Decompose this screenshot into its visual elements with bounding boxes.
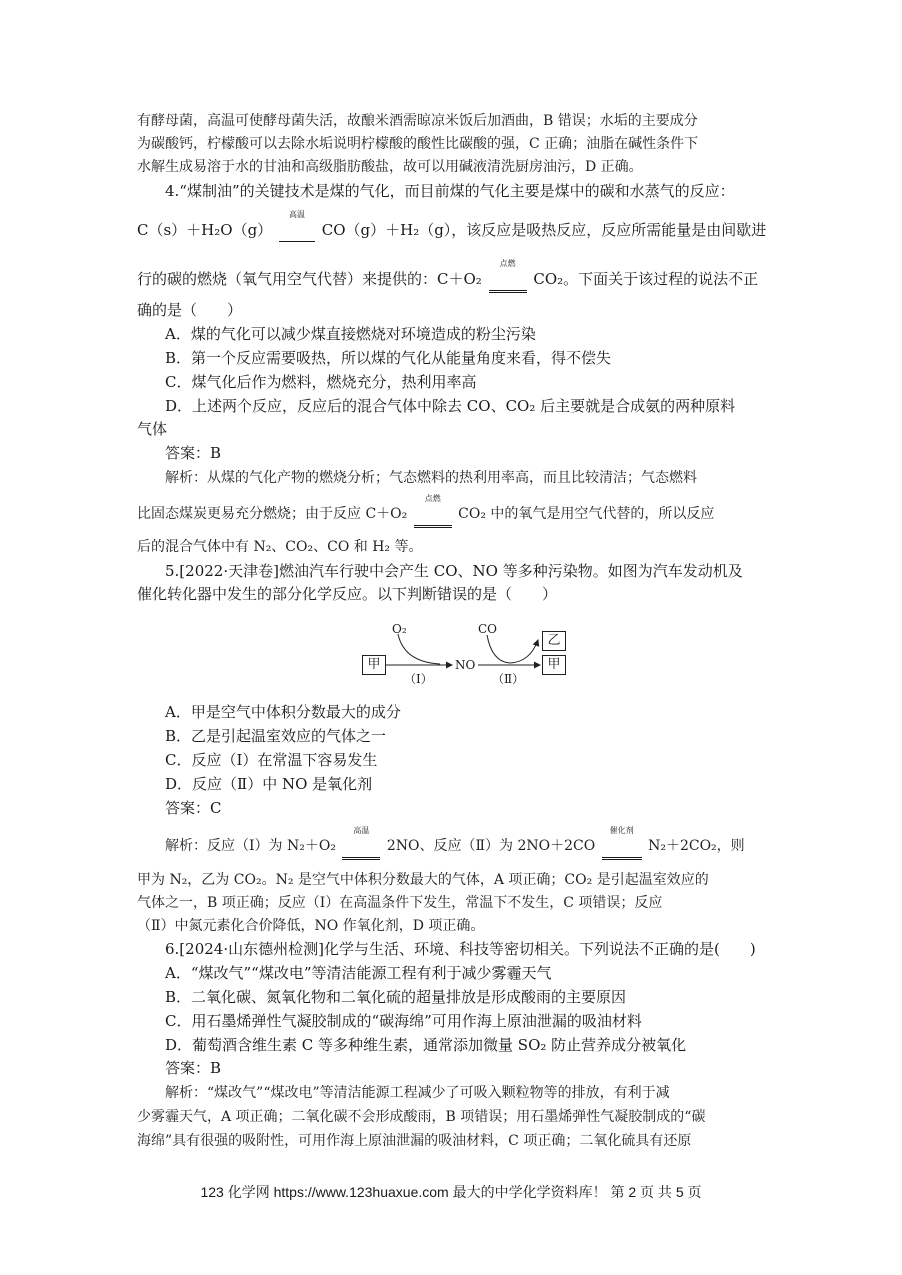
question-6-stem: 6.[2024·山东德州检测]化学与生活、环境、科技等密切相关。下列说法不正确的是( ) [165, 940, 756, 958]
explanation: 解析：从煤的气化产物的燃烧分析；气态燃料的热利用率高，而且比较清洁；气态燃料 [165, 470, 697, 486]
no-label: NO [455, 658, 476, 672]
answer: 答案：C [165, 799, 222, 817]
text-line: 水解生成易溶于水的甘油和高级脂肪酸盐，故可以用碱液清洗厨房油污，D 正确。 [137, 159, 643, 175]
question-5-stem-line2: 催化转化器中发生的部分化学反应。以下判断错误的是（ ） [137, 585, 558, 603]
explanation-line3: 海绵”具有很强的吸附性，可用作海上原油泄漏的吸油材料，C 项正确；二氧化硫具有还原 [137, 1133, 692, 1149]
equals-sign-catalyst [600, 826, 644, 860]
answer: 答案：B [165, 444, 222, 462]
option-c: C．用石墨烯弹性气凝胶制成的“碳海绵”可用作海上原油泄漏的吸油材料 [165, 1012, 642, 1030]
option-b: B．第一个反应需要吸热，所以煤的气化从能量角度来看，得不偿失 [165, 349, 612, 367]
explanation-line2: 甲为 N₂，乙为 CO₂。N₂ 是空气中体积分数最大的气体，A 项正确；CO₂ 是引起温室效应的 [137, 872, 709, 888]
equation-left: C（s）＋H₂O（g） [137, 221, 273, 239]
reaction-condition: 高温 [288, 210, 305, 219]
question-4-stem-line3 [137, 259, 767, 293]
explanation-line2: 少雾霾天气，A 项正确；二氧化碳不会形成酸雨，B 项错误；用石墨烯弹性气凝胶制成的“碳 [137, 1109, 706, 1125]
explanation-line3: 气体之一，B 项正确；反应（Ⅰ）在高温条件下发生，常温下不发生，C 项错误；反应 [137, 895, 663, 911]
reaction-condition: 点燃 [499, 259, 516, 268]
reaction-condition: 催化剂 [609, 826, 634, 835]
text-fragment: CO₂。下面关于该过程的说法不正 [533, 270, 759, 288]
option-a: A．“煤改气”“煤改电”等清洁能源工程有利于减少雾霾天气 [165, 964, 552, 982]
box-yi: 乙 [542, 631, 566, 651]
option-d-cont: 气体 [137, 420, 168, 438]
explanation-line4: （Ⅱ）中氮元素化合价降低，NO 作氧化剂，D 项正确。 [137, 918, 485, 934]
reaction-2-label: （Ⅱ） [492, 672, 525, 686]
text-line: 为碳酸钙，柠檬酸可以去除水垢说明柠檬酸的酸性比碳酸的强，C 正确；油脂在碱性条件下 [137, 136, 699, 152]
answer: 答案：B [165, 1059, 222, 1077]
text-fragment: 行的碳的燃烧（氧气用空气代替）来提供的：C＋O₂ [137, 270, 482, 288]
question-4-stem-line4: 确的是（ ） [137, 301, 243, 319]
box-jia-left: 甲 [362, 655, 386, 675]
text-fragment: 解析：反应（Ⅰ）为 N₂＋O₂ [165, 838, 336, 854]
option-d: D．上述两个反应，反应后的混合气体中除去 CO、CO₂ 后主要就是合成氨的两种原料 [165, 397, 736, 415]
option-a: A．煤的气化可以减少煤直接燃烧对环境造成的粉尘污染 [165, 325, 536, 343]
option-a: A．甲是空气中体积分数最大的成分 [165, 703, 401, 721]
option-d: D．反应（Ⅱ）中 NO 是氧化剂 [165, 775, 373, 793]
option-c: C．煤气化后作为燃料，燃烧充分，热利用率高 [165, 373, 477, 391]
option-b: B．二氧化碳、氮氧化物和二氧化硫的超量排放是形成酸雨的主要原因 [165, 988, 627, 1006]
explanation: 解析：“煤改气”“煤改电”等清洁能源工程减少了可吸入颗粒物等的排放，有利于减 [165, 1085, 670, 1101]
explanation [165, 826, 767, 860]
text-line: 有酵母菌，高温可使酵母菌失活，故酿米酒需晾凉米饭后加酒曲，B 错误；水垢的主要成分 [137, 113, 698, 129]
page-footer: 123 化学网 https://www.123huaxue.com 最大的中学化学资料库！ 第 2 页 共 5 页 [200, 1184, 702, 1200]
explanation-line3: 后的混合气体中有 N₂、CO₂、CO 和 H₂ 等。 [137, 539, 423, 555]
reaction-diagram [360, 618, 580, 690]
equals-sign-heat [340, 826, 382, 860]
co-label: CO [478, 622, 498, 636]
option-b: B．乙是引起温室效应的气体之一 [165, 727, 387, 745]
option-c: C．反应（Ⅰ）在常温下容易发生 [165, 751, 378, 769]
question-5-stem: 5.[2022·天津卷]燃油汽车行驶中会产生 CO、NO 等多种污染物。如图为汽车发动机及 [165, 562, 743, 580]
text-fragment: 2NO、反应（Ⅱ）为 2NO＋2CO [386, 838, 596, 854]
equals-sign-ignite [487, 259, 529, 293]
text-fragment: N₂＋2CO₂，则 [648, 838, 745, 854]
box-jia-right: 甲 [542, 655, 566, 675]
text-fragment: 比固态煤炭更易充分燃烧；由于反应 C＋O₂ [137, 506, 408, 522]
reaction-1-label: （Ⅰ） [404, 672, 433, 686]
question-4-equation [137, 210, 767, 242]
o2-label: O₂ [392, 622, 407, 636]
reaction-arrow [277, 210, 317, 242]
equation-right: CO（g）＋H₂（g），该反应是吸热反应，反应所需能量是由间歇进 [321, 221, 767, 239]
explanation-line2 [137, 494, 767, 528]
text-fragment: CO₂ 中的氧气是用空气代替的，所以反应 [458, 506, 715, 522]
reaction-condition: 高温 [353, 826, 370, 835]
reaction-condition: 点燃 [424, 494, 441, 503]
option-d: D．葡萄酒含维生素 C 等多种维生素，通常添加微量 SO₂ 防止营养成分被氧化 [165, 1036, 687, 1054]
equals-sign-ignite [412, 494, 454, 528]
question-4-stem: 4.“煤制油”的关键技术是煤的气化，而目前煤的气化主要是煤中的碳和水蒸气的反应： [165, 182, 735, 200]
